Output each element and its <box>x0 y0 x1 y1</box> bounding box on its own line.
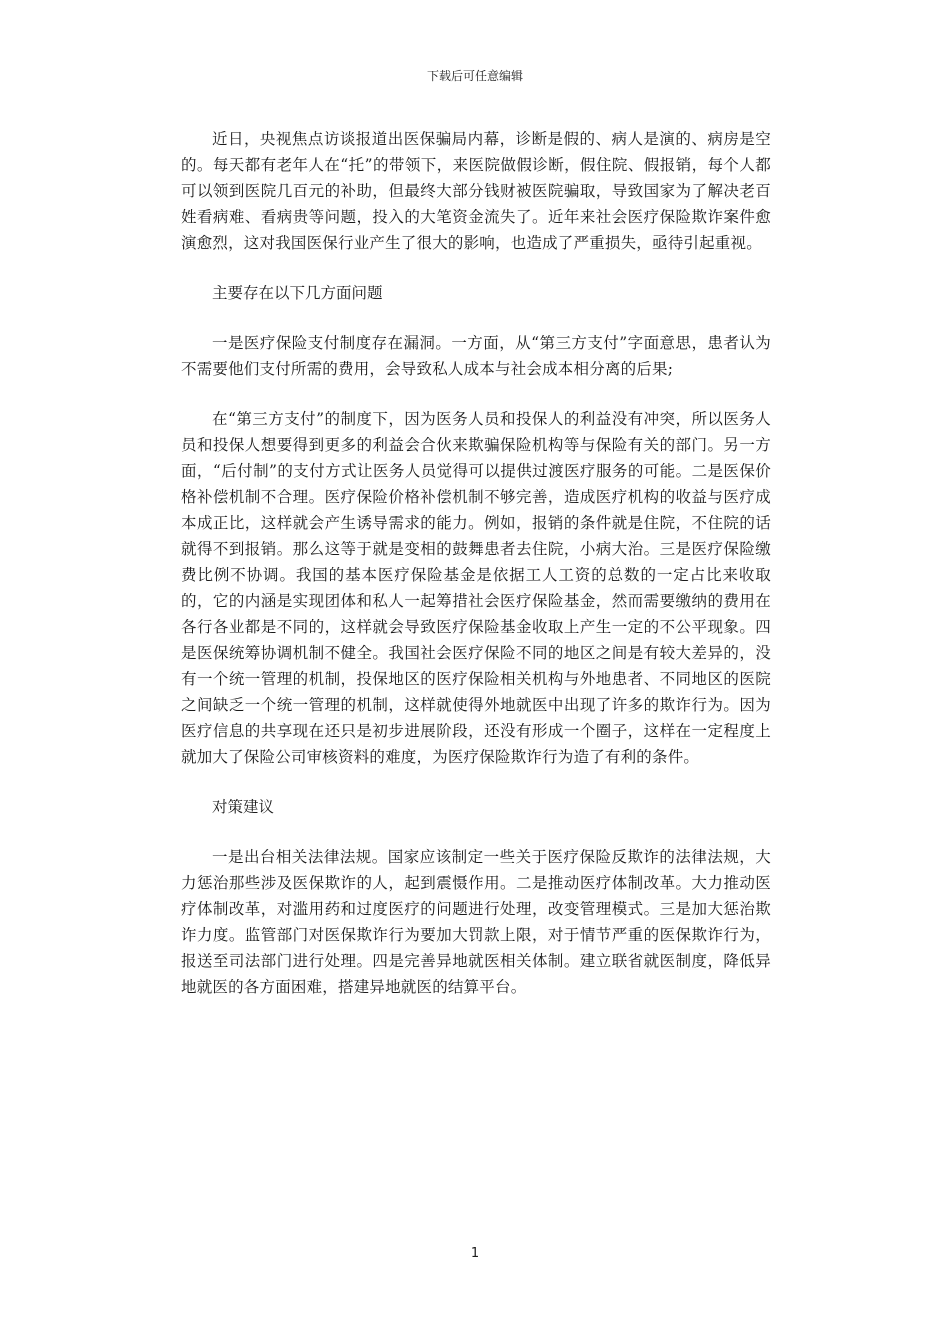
paragraph-problem-one: 一是医疗保险支付制度存在漏洞。一方面，从“第三方支付”字面意思，患者认为不需要他们支付所需的费用，会导致私人成本与社会成本相分离的后果; <box>181 334 771 378</box>
paragraph-suggestions: 一是出台相关法律法规。国家应该制定一些关于医疗保险反欺诈的法律法规，大力惩治那些涉及医保欺诈的人，起到震慑作用。二是推动医疗体制改革。大力推动医疗体制改革，对滥用药和过度医疗的问题进行处理，改变管理模式。三是加大惩治欺诈力度。监管部门对医保欺诈行为要加大罚款上限，对于情节严重的医保欺诈行为，报送至司法部门进行处理。四是完善异地就医相关体制。建立联省就医制度，降低异地就医的各方面困难，搭建异地就医的结算平台。 <box>181 848 771 996</box>
page-number: 1 <box>470 1246 480 1261</box>
page-header: 下载后可任意编辑 <box>426 69 523 83</box>
section-heading-problems: 主要存在以下几方面问题 <box>212 284 383 302</box>
document-body <box>181 126 771 1024</box>
paragraph-problem-details: 在“第三方支付”的制度下，因为医务人员和投保人的利益没有冲突，所以医务人员和投保人想要得到更多的利益会合伙来欺骗保险机构等与保险有关的部门。另一方面，“后付制”的支付方式让医务人员觉得可以提供过渡医疗服务的可能。二是医保价格补偿机制不合理。医疗保险价格补偿机制不够完善，造成医疗机构的收益与医疗成本成正比，这样就会产生诱导需求的能力。例如，报销的条件就是住院，不住院的话就得不到报销。那么这等于就是变相的鼓舞患者去住院，小病大治。三是医疗保险缴费比例不协调。我国的基本医疗保险基金是依据工人工资的总数的一定占比来收取的，它的内涵是实现团体和私人一起筹措社会医疗保险基金，然而需要缴纳的费用在各行各业都是不同的，这样就会导致医疗保险基金收取上产生一定的不公平现象。四是医保统筹协调机制不健全。我国社会医疗保险不同的地区之间是有较大差异的，没有一个统一管理的机制，投保地区的医疗保险相关机构与外地患者、不同地区的医院之间缺乏一个统一管理的机制，这样就使得外地就医中出现了许多的欺诈行为。因为医疗信息的共享现在还只是初步进展阶段，还没有形成一个圈子，这样在一定程度上就加大了保险公司审核资料的难度，为医疗保险欺诈行为造了有利的条件。 <box>181 410 771 766</box>
paragraph-intro: 近日，央视焦点访谈报道出医保骗局内幕，诊断是假的、病人是演的、病房是空的。每天都有老年人在“托”的带领下，来医院做假诊断，假住院、假报销，每个人都可以领到医院几百元的补助，但最终大部分钱财被医院骗取，导致国家为了解决老百姓看病难、看病贵等问题，投入的大笔资金流失了。近年来社会医疗保险欺诈案件愈演愈烈，这对我国医保行业产生了很大的影响，也造成了严重损失，亟待引起重视。 <box>181 130 771 252</box>
section-heading-suggestions: 对策建议 <box>212 798 275 816</box>
